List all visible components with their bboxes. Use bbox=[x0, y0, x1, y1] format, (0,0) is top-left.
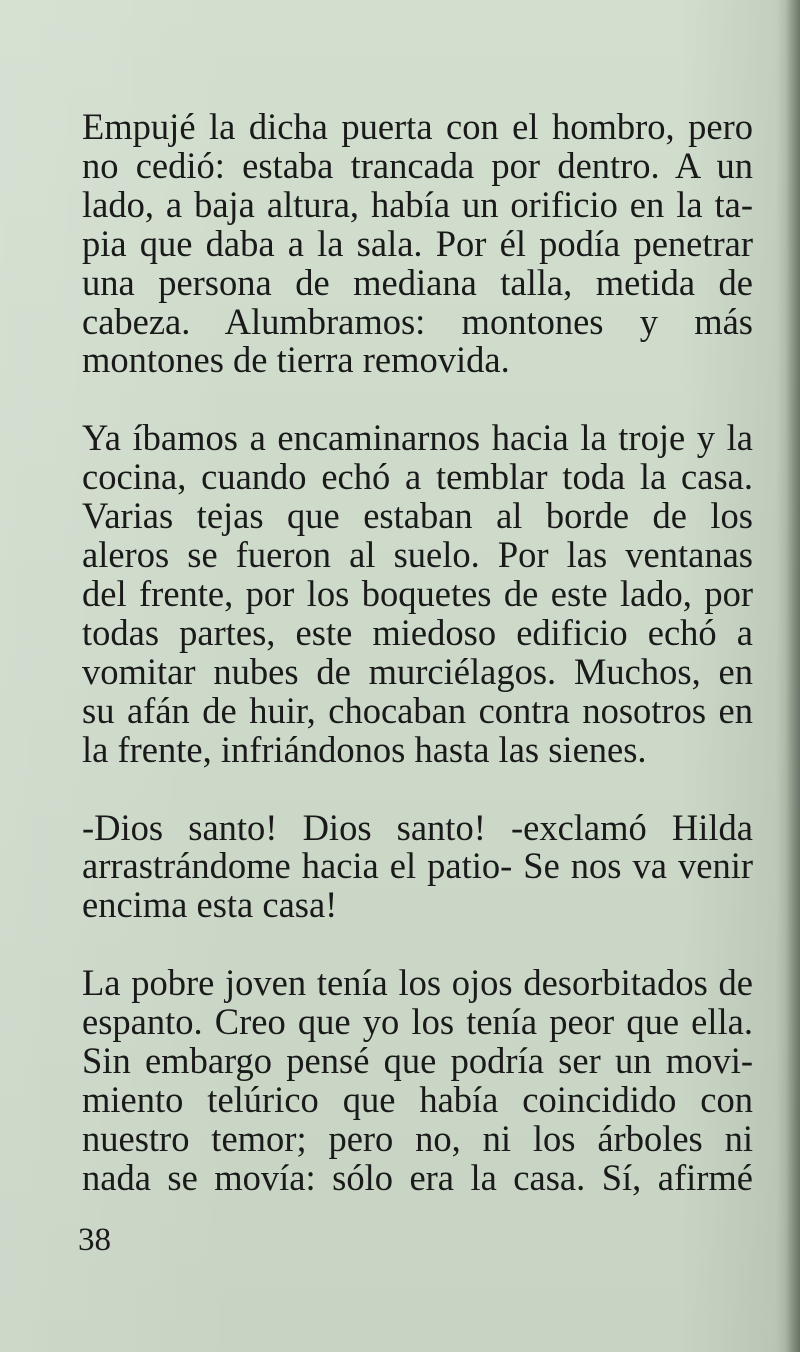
paragraph-3 bbox=[82, 806, 753, 926]
text-line: miento telúrico que había coincidido con bbox=[82, 1078, 753, 1120]
text-line: su afán de huir, chocaban contra nosotros en bbox=[82, 689, 753, 731]
page-edge-shadow bbox=[786, 0, 800, 1352]
text-line: la frente, infriándonos hasta las sienes. bbox=[82, 728, 647, 770]
text-line: cocina, cuando echó a temblar toda la casa. bbox=[82, 456, 753, 498]
text-line: vomitar nubes de murciélagos. Muchos, en bbox=[82, 650, 753, 692]
page-number: 38 bbox=[78, 1222, 111, 1258]
text-line: -Dios santo! Dios santo! -exclamó Hilda bbox=[82, 806, 753, 848]
paragraph-1 bbox=[82, 108, 753, 380]
text-line: Ya íbamos a encaminarnos hacia la troje y la bbox=[82, 417, 753, 459]
text-line: espanto. Creo que yo los tenía peor que ella. bbox=[82, 1001, 753, 1043]
text-line: del frente, por los boquetes de este lado, por bbox=[82, 572, 753, 614]
text-line: lado, a baja altura, había un orificio en la ta- bbox=[82, 183, 753, 225]
text-line: La pobre joven tenía los ojos desorbitados de bbox=[82, 962, 753, 1004]
text-line: montones de tierra removida. bbox=[82, 339, 510, 381]
paragraph-2 bbox=[82, 419, 753, 769]
text-line: una persona de mediana talla, metida de bbox=[82, 261, 753, 303]
text-line: encima esta casa! bbox=[82, 884, 338, 926]
text-line: cabeza. Alumbramos: montones y más bbox=[82, 300, 753, 342]
text-line: arrastrándome hacia el patio- Se nos va venir bbox=[82, 845, 753, 887]
text-block bbox=[82, 108, 753, 1237]
text-line: Sin embargo pensé que podría ser un movi- bbox=[82, 1040, 753, 1082]
text-line: todas partes, este miedoso edificio echó a bbox=[82, 611, 753, 653]
text-line: nada se movía: sólo era la casa. Sí, afirmé bbox=[82, 1156, 753, 1198]
text-line: Varias tejas que estaban al borde de los bbox=[82, 495, 753, 537]
text-line: no cedió: estaba trancada por dentro. A un bbox=[82, 144, 753, 186]
text-line: nuestro temor; pero no, ni los árboles ni bbox=[82, 1117, 753, 1159]
text-line: Empujé la dicha puerta con el hombro, pero bbox=[82, 106, 753, 147]
text-line: aleros se fueron al suelo. Por las ventanas bbox=[82, 534, 753, 576]
paragraph-4 bbox=[82, 964, 753, 1197]
text-line: pia que daba a la sala. Por él podía penetrar bbox=[82, 222, 753, 264]
